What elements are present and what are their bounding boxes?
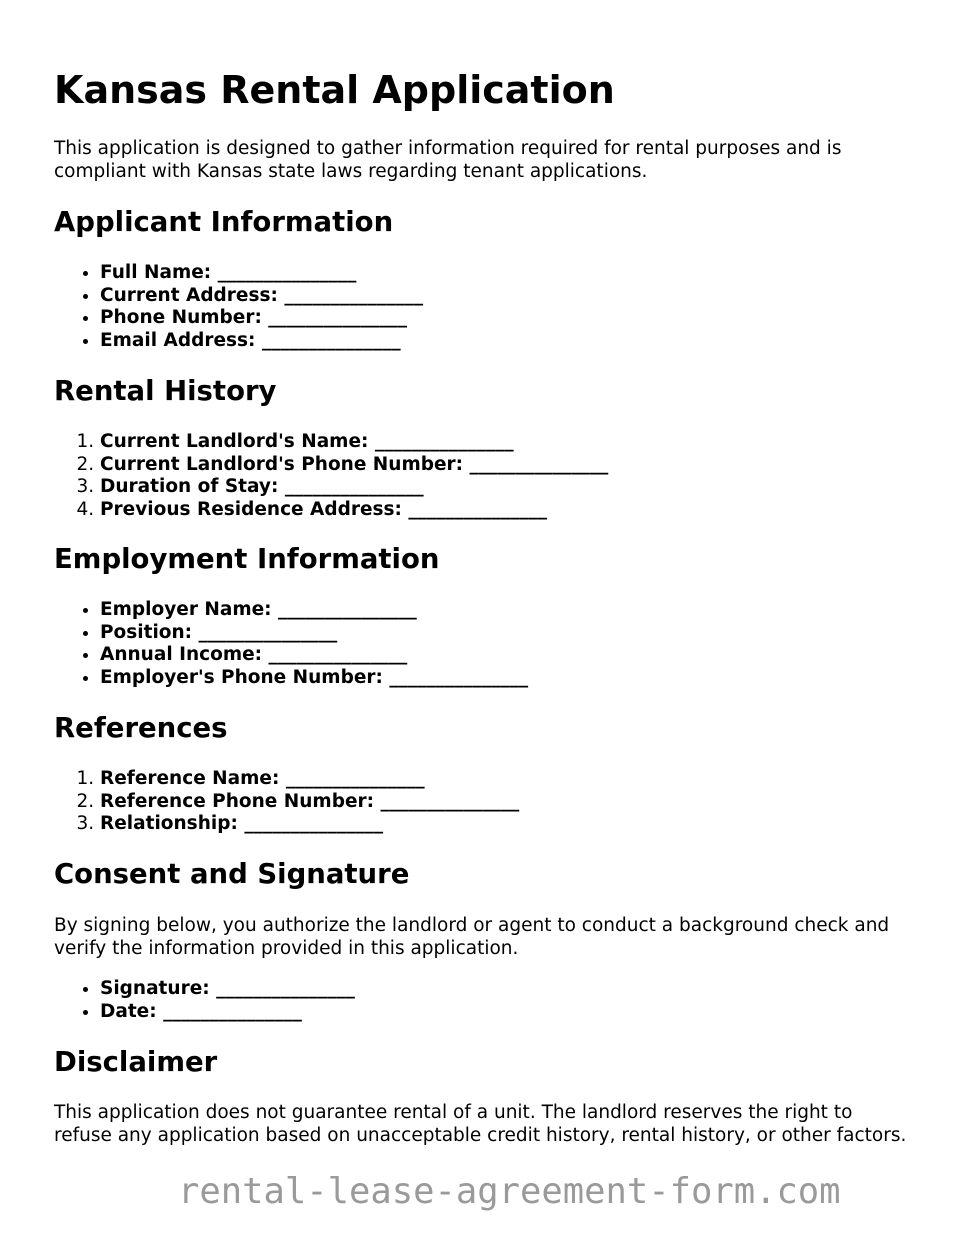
blank-line[interactable]: _______________ xyxy=(284,284,424,306)
blank-line[interactable]: _______________ xyxy=(261,329,401,351)
intro-paragraph: This application is designed to gather information required for rental purposes and is compliant with Kansas state laws regarding tenant applications. xyxy=(54,138,842,182)
list-item-current-address: • Current Address: _______________ xyxy=(100,285,423,308)
disclaimer-heading: Disclaimer xyxy=(54,1046,218,1078)
applicant-list xyxy=(54,262,423,352)
blank-line[interactable]: _______________ xyxy=(278,599,417,620)
consent-list xyxy=(54,978,355,1023)
consent-paragraph: By signing below, you authorize the landlord or agent to conduct a background check and verify the information provided in this application. xyxy=(54,915,890,959)
disclaimer-paragraph: This application does not guarantee rental of a unit. The landlord reserves the right to refuse any application based on unacceptable credit history, rental history, or other factors. xyxy=(54,1102,907,1146)
list-item-reference-phone: 2. Reference Phone Number: _______________ xyxy=(100,791,519,814)
list-item-duration-of-stay: 3. Duration of Stay: _______________ xyxy=(100,476,608,499)
blank-line[interactable]: _______________ xyxy=(244,813,384,834)
blank-line[interactable]: _______________ xyxy=(469,453,609,475)
list-item-landlord-phone: 2. Current Landlord's Phone Number: _______________ xyxy=(100,454,608,477)
blank-line[interactable]: _______________ xyxy=(216,978,355,999)
watermark-text: rental-lease-agreement-form.com xyxy=(178,1171,841,1212)
blank-line[interactable]: _______________ xyxy=(268,307,408,328)
employment-heading: Employment Information xyxy=(54,543,440,575)
list-item-date: • Date: _______________ xyxy=(100,1001,355,1024)
list-item-signature: • Signature: _______________ xyxy=(100,978,355,1001)
blank-line[interactable]: _______________ xyxy=(217,262,357,283)
blank-line[interactable]: _______________ xyxy=(198,621,338,643)
list-item-phone-number: • Phone Number: _______________ xyxy=(100,307,423,330)
blank-line[interactable]: _______________ xyxy=(285,768,425,789)
blank-line[interactable]: _______________ xyxy=(408,498,548,520)
list-item-position: • Position: _______________ xyxy=(100,622,528,645)
list-item-full-name: • Full Name: _______________ xyxy=(100,262,423,285)
list-item-previous-address: 4. Previous Residence Address: _______________ xyxy=(100,499,608,522)
page-title: Kansas Rental Application xyxy=(54,68,615,112)
list-item-employer-name: • Employer Name: _______________ xyxy=(100,599,528,622)
rental-history-heading: Rental History xyxy=(54,375,277,407)
applicant-heading: Applicant Information xyxy=(54,206,394,238)
blank-line[interactable]: _______________ xyxy=(163,1000,302,1022)
list-item-relationship: 3. Relationship: _______________ xyxy=(100,813,519,836)
list-item-landlord-name: 1. Current Landlord's Name: _______________ xyxy=(100,431,608,454)
references-list xyxy=(54,768,519,836)
blank-line[interactable]: _______________ xyxy=(380,790,520,812)
consent-heading: Consent and Signature xyxy=(54,858,410,890)
references-heading: References xyxy=(54,712,228,744)
list-item-employer-phone: • Employer's Phone Number: _______________ xyxy=(100,667,528,690)
blank-line[interactable]: _______________ xyxy=(284,476,424,497)
blank-line[interactable]: _______________ xyxy=(268,644,408,665)
list-item-annual-income: • Annual Income: _______________ xyxy=(100,644,528,667)
list-item-reference-name: 1. Reference Name: _______________ xyxy=(100,768,519,791)
employment-list xyxy=(54,599,528,689)
blank-line[interactable]: _______________ xyxy=(374,431,514,452)
blank-line[interactable]: _______________ xyxy=(389,666,529,688)
list-item-email-address: • Email Address: _______________ xyxy=(100,330,423,353)
rental-history-list xyxy=(54,431,608,521)
